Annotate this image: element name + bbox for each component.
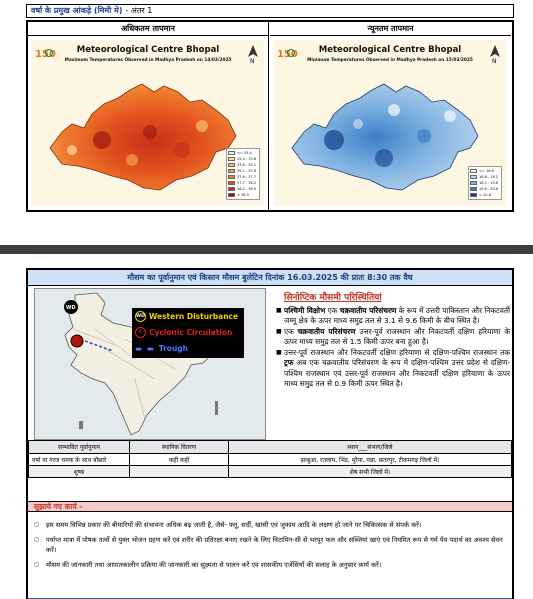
temperature-maps-panel [26,20,514,212]
bulletin-header: मौसम का पूर्वानुमान एवं किसान मौसम बुलेटिन दिनांक 16.03.2025 की प्रातः 8:30 तक वैध [28,270,512,286]
max-temp-legend [226,148,260,200]
legend-label: 16.8 - 18.2 [479,175,499,179]
legend-swatch [470,169,477,173]
legend-swatch [228,157,235,161]
legend-label: 33.8 - 35.1 [237,163,257,167]
max-temp-map-card[interactable] [32,40,264,206]
suggestion-item: ○ इस समय विभिन्न प्रकार की बीमारियों की संभावना अधिक बढ़ जाती है, जैसे- फ्लू, सर्दी, खांसी एवं जुकाम आदि के लक्षण हो जाने पर चिकित्सक से संपर्क करें। [34,520,506,530]
rainfall-stats-title: वर्षा के प्रमुख आंकड़े (मिमी मे) - अंतर 1 [26,4,514,18]
legend-label: 19.6 - 20.8 [479,187,499,191]
legend-label: 38.2 - 38.9 [237,187,257,191]
legend-swatch [470,193,477,197]
min-temp-column [270,22,511,210]
svg-text:150: 150 [277,49,298,60]
legend-western-disturbance: WD Western Disturbance [136,311,239,321]
suggestion-item: ○ मौसम की जानकारी तथा आपातकालीन प्रक्रिया की जानकारी का सूक्ष्मता से पालन करें एवं शासकीय एजेंसियों की सलाह के अनुसार कार्य करें। [34,560,506,570]
legend-label: > 38.9 [237,193,249,197]
synoptic-text: पश्चिमी विक्षोभ [284,306,326,315]
synoptic-text: अब एक चक्रवातीय परिसंचरण के रूप में दक्षिण-पश्चिम उत्तर प्रदेश से दक्षिण-पश्चिम राजस्थान एवं उत्तर-पूर्व राजस्थान और निकटवर्ती दक्षिण हरियाणा के ऊपर माध्य समुद्र तल से 0.9 किमी ऊपर स्थित है। [284,358,510,388]
legend-swatch [470,187,477,191]
suggestions-list [34,520,506,575]
synoptic-text: उत्तर-पूर्व राजस्थान और निकटवर्ती दक्षिण हरियाणा से दक्षिण-पश्चिम राजस्थान तक [284,348,510,358]
suggestions-title: सुझाये गए कार्य - [28,501,512,512]
synoptic-text: उत्तर-पूर्व राजस्थान और निकटवर्ती दक्षिण हरियाणा के ऊपर माध्य समुद्र तल से 1.5 किमी ऊपर बना हुआ है। [284,327,510,347]
table-cell: कहीं कहीं [130,454,229,466]
legend-label: <= 25.4 [237,151,252,155]
legend-label: 37.6 - 37.7 [237,175,257,179]
table-row [29,466,512,478]
location-header: स्थान___संभाग/जिले [229,441,512,454]
legend-entry [228,192,258,198]
svg-text:WD: WD [66,305,76,311]
synoptic-item [276,306,510,326]
legend-entry [470,192,500,198]
synoptic-list [270,306,510,389]
forecast-header: सम्भावित पूर्वानुमान [29,441,130,454]
min-temp-legend [468,166,502,200]
legend-cyclonic-circulation: C Cyclonic Circulation [132,324,244,340]
synoptic-item [276,348,510,388]
legend-label: 37.7 - 38.2 [237,181,257,185]
legend-swatch [228,151,235,155]
legend-label: <= 16.8 [479,169,494,173]
legend-swatch [470,175,477,179]
page-divider [0,245,533,254]
min-map-title: Meteorological Centre Bhopal [318,45,462,55]
india-synoptic-map[interactable] [34,288,266,440]
legend-label: 25.4 - 33.8 [237,157,257,161]
table-cell: वर्षा या गरज चमक के साथ बौछारे [29,454,130,466]
max-map-subtitle: Maximum Temperatures Observed in Madhya Pradesh on 14/03/2025 [64,58,232,63]
legend-swatch [228,169,235,173]
legend-swatch [228,193,235,197]
max-map-title: Meteorological Centre Bhopal [76,45,220,55]
wd-icon: WD [135,311,146,322]
legend-swatch [228,181,235,185]
table-cell: शुष्क [29,466,130,478]
synoptic-text: एक [325,306,340,315]
synoptic-text: चक्रवातीय परिसंचरण [339,306,397,315]
synoptic-text: एक [284,327,298,337]
legend-swatch [470,181,477,185]
svg-text:N: N [250,58,255,64]
svg-text:N: N [492,58,497,64]
min-temp-map-card[interactable] [274,40,506,206]
max-temp-column [28,22,269,210]
svg-text:150: 150 [35,49,56,60]
max-temp-heading: अधिकतम तापमान [28,22,268,36]
distribution-header: स्थानिक वितरण [130,441,229,454]
table-row [29,454,512,466]
synoptic-item [276,327,510,347]
synoptic-title: सिनोप्टिक मौसमी परिस्थितियां [284,293,382,303]
legend-label: > 20.8 [479,193,491,197]
min-map-subtitle: Minimum Temperatures Observed in Madhya Pradesh on 15/03/2025 [307,58,473,63]
table-cell: शेष सभी जिलों में। [229,466,512,478]
legend-swatch [228,163,235,167]
synoptic-text: के रूप में उत्तरी पाकिस्तान और निकटवर्ती जम्मू क्षेत्र के ऊपर माध्य समुद्र तल से 3.1 से 9.6 किमी के बीच स्थित है। [284,306,510,326]
synoptic-text: चक्रवातीय परिसंचरण [297,327,356,337]
cyclonic-circulation-icon: C [135,327,146,338]
synoptic-text: ट्रफ [284,358,294,368]
table-cell [130,466,229,478]
legend-label: 35.1 - 37.6 [237,169,257,173]
trough-dash-icon: ▬ ▬ [135,343,155,353]
table-cell: झाबुआ, रतलाम, भिंड, मुरैना, पन्ना, छतरपुर, टीकमगढ़ जिलों में। [229,454,512,466]
forecast-table [28,440,512,478]
rainfall-stats-label: वर्षा के प्रमुख आंकड़े (मिमी मे) [31,6,123,15]
synoptic-map-legend [132,308,244,358]
legend-trough: ▬ ▬ Trough [135,343,188,353]
synoptic-conditions [270,290,510,440]
weather-bulletin-panel [26,268,514,599]
legend-label: 18.2 - 19.6 [479,181,499,185]
min-temp-heading: न्यूनतम तापमान [270,22,511,36]
legend-swatch [228,187,235,191]
suggestion-item: ○ पर्याप्त मात्रा में पोषक तत्वों से युक्त भोजन ग्रहण करें एवं शरीर की प्रतिरक्षा बनाए रखने के लिए विटामिन-सी से भरपूर फल और सब्जियां खाएं एवं नियमित रूप से गर्म पेय पदार्थ का अवश्य सेवन करें। [34,535,506,555]
rainfall-stats-suffix: अंतर 1 [130,6,153,15]
legend-swatch [228,175,235,179]
